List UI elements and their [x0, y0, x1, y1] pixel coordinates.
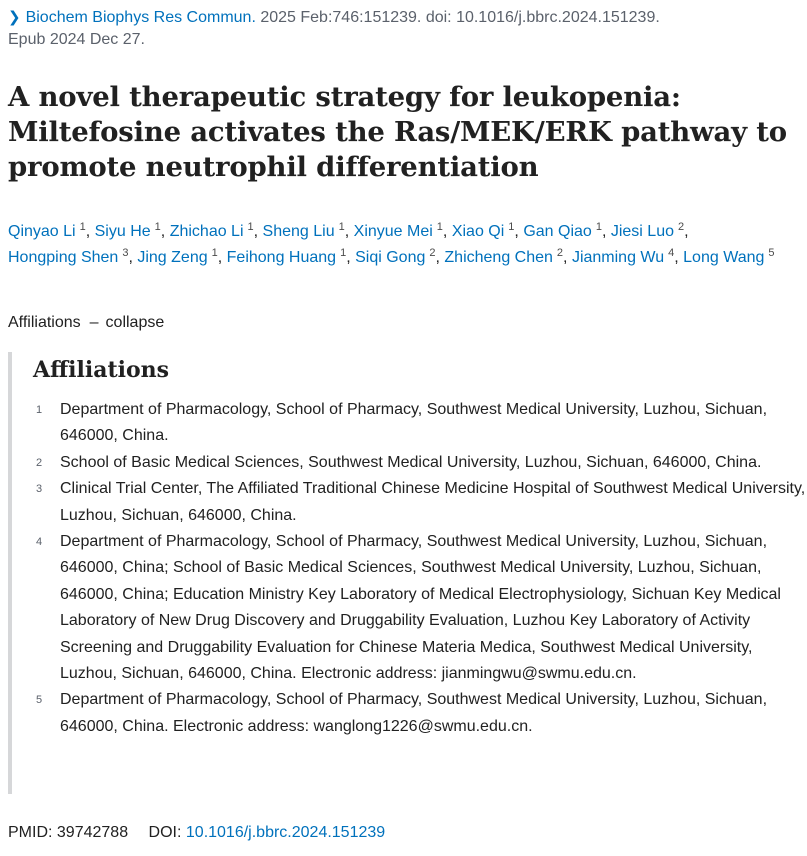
author-separator: , [128, 249, 133, 266]
author-affiliation-number[interactable]: 1 [247, 221, 254, 233]
author-affiliation-number[interactable]: 2 [678, 221, 685, 233]
author-name-link[interactable]: Jiesi Luo [610, 223, 674, 240]
author-separator: , [217, 249, 223, 266]
affiliation-number: 5 [36, 694, 43, 707]
affiliation-text: School of Basic Medical Sciences, Southwest Medical University, Luzhou, Sichuan, 646000, China. [60, 453, 762, 471]
author [354, 223, 448, 240]
author [452, 223, 519, 240]
author [137, 249, 222, 266]
author-name-link[interactable]: Jianming Wu [571, 249, 665, 266]
doi-label: DOI: [148, 824, 182, 841]
affiliation-text: Department of Pharmacology, School of Pharmacy, Southwest Medical University, Luzhou, Sichuan, 646000, China. Electronic address: wanglong1226@swmu.edu.cn. [60, 691, 768, 735]
citation-details: 2025 Feb:746:151239. doi: 10.1016/j.bbrc.2024.151239. [260, 9, 660, 26]
author-separator: , [601, 223, 607, 240]
author-separator: , [674, 249, 679, 266]
affiliation-number: 3 [36, 483, 43, 496]
pmid-label: PMID: [8, 824, 53, 841]
author [523, 223, 606, 240]
author [263, 223, 350, 240]
author-name-link[interactable]: Xinyue Mei [353, 223, 433, 240]
author-separator: , [435, 249, 440, 266]
author-separator: , [346, 249, 351, 266]
author [8, 249, 133, 266]
chevron-right-icon: ❯ [8, 9, 21, 26]
author-affiliation-number[interactable]: 1 [436, 221, 443, 233]
affiliations-list [36, 397, 806, 740]
author-affiliation-number[interactable]: 1 [79, 221, 86, 233]
doi-link[interactable]: 10.1016/j.bbrc.2024.151239 [185, 824, 386, 841]
affiliation-text: Clinical Trial Center, The Affiliated Traditional Chinese Medicine Hospital of Southwest Medical University, Luzhou, Sichuan, 646000, China. [60, 480, 806, 524]
author [572, 249, 679, 266]
affiliation-item [36, 476, 806, 529]
author-affiliation-number[interactable]: 1 [595, 221, 602, 233]
affiliation-item [36, 687, 806, 740]
author-affiliation-number[interactable]: 4 [668, 247, 675, 259]
affiliation-item [36, 397, 806, 450]
author-affiliation-number[interactable]: 1 [508, 221, 515, 233]
author [227, 249, 351, 266]
author-separator: , [442, 223, 448, 240]
author-name-link[interactable]: Sheng Liu [262, 223, 335, 240]
toggle-dash: – [89, 314, 99, 331]
author-separator: , [514, 223, 519, 240]
citation [8, 7, 798, 51]
author-affiliation-number[interactable]: 1 [340, 247, 347, 259]
authors-list [8, 219, 803, 271]
affiliations-heading: Affiliations [33, 357, 170, 383]
author-separator: , [85, 223, 91, 240]
author-name-link[interactable]: Long Wang [683, 249, 765, 266]
author [8, 223, 90, 240]
author-affiliation-number[interactable]: 1 [211, 247, 218, 259]
author-name-link[interactable]: Xiao Qi [451, 223, 505, 240]
affiliations-toggle-label: Affiliations [8, 314, 81, 331]
author [355, 249, 440, 266]
author [611, 223, 689, 240]
author [95, 223, 166, 240]
author-affiliation-number[interactable]: 3 [122, 247, 129, 259]
author-separator: , [253, 223, 259, 240]
author-name-link[interactable]: Zhicheng Chen [444, 249, 553, 266]
author-separator: , [344, 223, 350, 240]
collapse-button[interactable]: collapse [105, 314, 165, 331]
affiliation-text: Department of Pharmacology, School of Pharmacy, Southwest Medical University, Luzhou, Sichuan, 646000, China. [60, 401, 768, 445]
article-title: A novel therapeutic strategy for leukopenia: Miltefosine activates the Ras/MEK/ERK pathway to promote neutrophil differentiation [8, 81, 787, 183]
affiliation-text: Department of Pharmacology, School of Pharmacy, Southwest Medical University, Luzhou, Sichuan, 646000, China; School of Basic Medical Sciences, Southwest Medical University, Luzhou, Sichuan, 646000, China; Education Ministry Key Laboratory of Medical Electrophysiology, Sichuan Key Medical Laboratory of New Drug Discovery and Druggability Evaluation, Luzhou Key Laboratory of Activity Screening and Druggability Evaluation for Chinese Materia Medica, Southwest Medical University, Luzhou, Sichuan, 646000, China. Electronic address: jianmingwu@swmu.edu.cn. [60, 533, 781, 683]
author-name-link[interactable]: Zhichao Li [169, 223, 244, 240]
affiliation-item [36, 529, 806, 687]
author-separator: , [684, 223, 689, 240]
author-affiliation-number[interactable]: 2 [556, 247, 564, 259]
author-affiliation-number[interactable]: 5 [768, 247, 775, 259]
author-name-link[interactable]: Gan Qiao [523, 223, 592, 240]
author [170, 223, 258, 240]
author [444, 249, 567, 266]
author-separator: , [563, 249, 568, 266]
author-name-link[interactable]: Siyu He [94, 223, 151, 240]
author-name-link[interactable]: Hongping Shen [8, 249, 119, 266]
affiliation-item [36, 450, 806, 476]
author-affiliation-number[interactable]: 1 [154, 221, 161, 233]
article-identifiers [8, 822, 385, 844]
affiliation-number: 4 [36, 536, 43, 549]
author-affiliation-number[interactable]: 1 [338, 221, 345, 233]
journal-link[interactable]: Biochem Biophys Res Commun. [25, 9, 256, 26]
affiliation-number: 2 [36, 456, 43, 469]
author-name-link[interactable]: Qinyao Li [8, 223, 76, 240]
affiliations-panel [8, 352, 807, 794]
affiliations-toggle [8, 312, 164, 334]
author-affiliation-number[interactable]: 2 [429, 247, 436, 259]
pmid-value: 39742788 [56, 824, 129, 841]
affiliation-number: 1 [36, 404, 43, 416]
author-separator: , [160, 223, 166, 240]
author-name-link[interactable]: Siqi Gong [355, 249, 426, 266]
author [683, 249, 774, 266]
author-name-link[interactable]: Feihong Huang [226, 249, 337, 266]
author-name-link[interactable]: Jing Zeng [137, 249, 208, 266]
epub-date: Epub 2024 Dec 27. [8, 31, 145, 48]
